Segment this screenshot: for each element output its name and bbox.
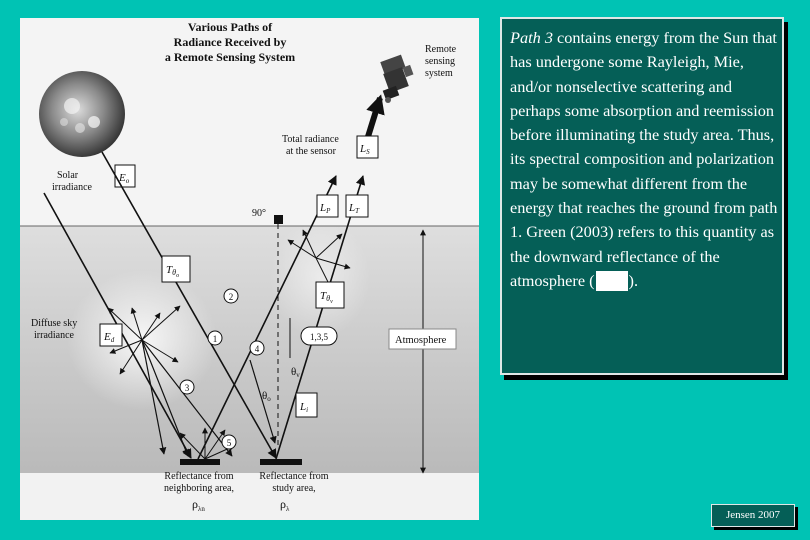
- total-radiance-label-line-2: at the sensor: [286, 146, 336, 157]
- diagram-title-line-2: Radiance Received by: [173, 35, 287, 49]
- rho-study-symbol: $\rho_\lambda$: [280, 497, 290, 513]
- sun-icon: [39, 71, 125, 157]
- li-symbol: Li: [300, 401, 309, 414]
- explanation-panel: [500, 17, 784, 375]
- diffuse-label-line-2: irradiance: [34, 330, 74, 341]
- t-theta-v-symbol: Tθv: [320, 290, 333, 305]
- explanation-body: contains energy from the Sun that has undergone some Rayleigh, Mie, and/or nonselective scattering and perhaps some absorption and reemission before illuminating the study area. Thus, its spectral composition and polarization may be somewhat different from the energy that reaches the ground from path 1. Green (2003) refers to this quantity as the downward reflectance of the atmosphere (: [510, 28, 778, 290]
- path-number-3: [180, 380, 194, 394]
- svg-text:3: 3: [184, 383, 190, 393]
- svg-text:1: 1: [212, 334, 218, 344]
- lp-symbol: LP: [320, 202, 331, 215]
- reflectance-study-line-2: study area,: [272, 483, 316, 494]
- eo-symbol: Eo: [119, 172, 130, 185]
- atmosphere-label: Atmosphere: [395, 335, 447, 346]
- ed-symbol: Ed: [104, 331, 115, 344]
- svg-text:1,3,5: 1,3,5: [310, 332, 328, 342]
- study-area-surface: [260, 459, 302, 465]
- solar-label-line-1: Solar: [57, 170, 79, 181]
- remote-sensing-label-line-1: Remote: [425, 44, 457, 55]
- path-number-1-3-5: [301, 327, 337, 345]
- lt-symbol: LT: [349, 202, 360, 215]
- neighboring-area-surface: [180, 459, 220, 465]
- theta-v-label: θv: [291, 366, 300, 379]
- path-number-1: [208, 331, 222, 345]
- svg-text:5: 5: [226, 438, 232, 448]
- solar-label-line-2: irradiance: [52, 182, 92, 193]
- nadir-marker: [274, 215, 283, 224]
- t-theta-o-symbol: Tθo: [166, 264, 180, 279]
- e-downward-symbol-image: [596, 271, 628, 291]
- credit-badge: Jensen 2007: [711, 504, 795, 527]
- reflectance-neighbor-line-2: neighboring area,: [164, 483, 234, 494]
- diagram-title-line-3: a Remote Sensing System: [164, 50, 296, 64]
- diagram-title-line-1: Various Paths of: [187, 20, 273, 34]
- svg-text:2: 2: [228, 292, 234, 302]
- ls-symbol: LS: [360, 143, 370, 156]
- angle-90-label: 90°: [252, 208, 266, 219]
- remote-sensing-label-line-2: sensing: [425, 56, 455, 67]
- total-radiance-label-line-1: Total radiance: [282, 134, 339, 145]
- theta-o-label: θo: [262, 390, 271, 403]
- svg-text:4: 4: [254, 344, 260, 354]
- ground-region: [20, 473, 479, 520]
- path-number-5: [222, 435, 236, 449]
- path-number-4: [250, 341, 264, 355]
- radiance-paths-diagram: [20, 18, 479, 520]
- diffuse-label-line-1: Diffuse sky: [31, 318, 78, 329]
- explanation-tail: ).: [628, 270, 639, 290]
- path-3-lead: Path 3: [510, 28, 553, 47]
- reflectance-study-line-1: Reflectance from: [259, 471, 329, 482]
- scatter-glow: [270, 218, 370, 338]
- remote-sensing-label-line-3: system: [425, 68, 453, 79]
- reflectance-neighbor-line-1: Reflectance from: [164, 471, 234, 482]
- rho-neighbor-symbol: $\rho_{\lambda n}$: [192, 497, 205, 513]
- path-number-2: [224, 289, 238, 303]
- diagram-canvas: [20, 18, 479, 520]
